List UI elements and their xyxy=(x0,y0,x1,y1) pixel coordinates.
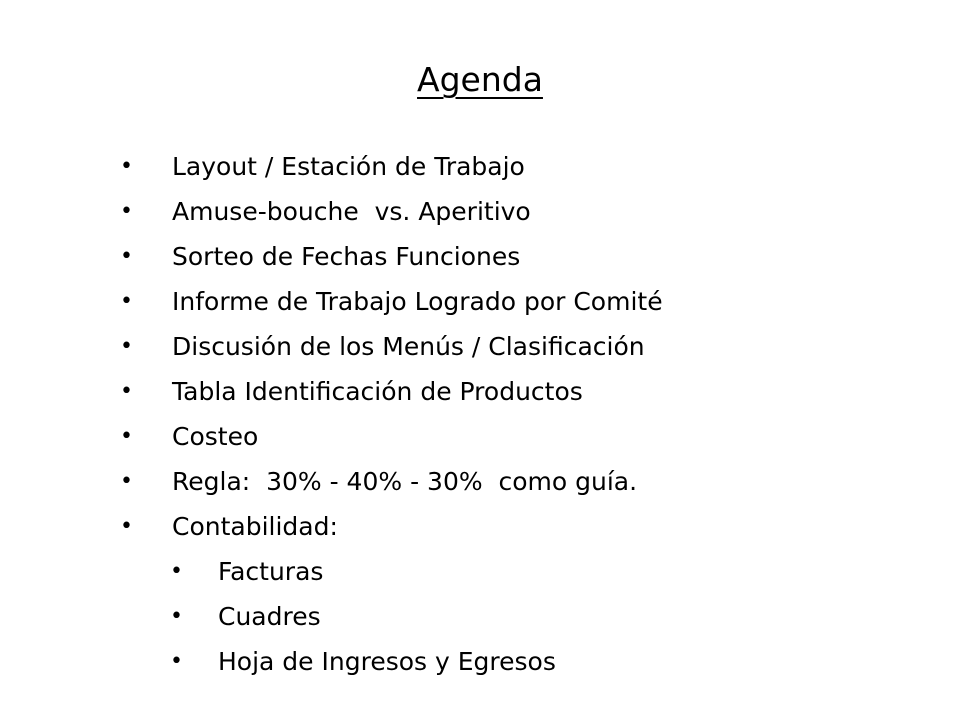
bullet-icon: • xyxy=(120,424,133,449)
bullet-icon: • xyxy=(170,559,183,584)
slide-title: Agenda xyxy=(417,60,543,99)
agenda-subitem-text: Facturas xyxy=(218,557,324,586)
agenda-item-text: Discusión de los Menús / Clasificación xyxy=(172,332,645,361)
bullet-icon: • xyxy=(120,379,133,404)
agenda-item-text: Amuse-bouche vs. Aperitivo xyxy=(172,197,531,226)
bullet-icon: • xyxy=(120,469,133,494)
agenda-subitem-text: Cuadres xyxy=(218,602,321,631)
bullet-icon: • xyxy=(170,649,183,674)
agenda-item-text: Informe de Trabajo Logrado por Comité xyxy=(172,287,663,316)
agenda-item-text: Contabilidad: xyxy=(172,512,338,541)
agenda-item-text: Regla: 30% - 40% - 30% como guía. xyxy=(172,467,638,496)
bullet-icon: • xyxy=(120,244,133,269)
agenda-item-text: Costeo xyxy=(172,422,259,451)
agenda-subitem-text: Hoja de Ingresos y Egresos xyxy=(218,647,556,676)
bullet-icon: • xyxy=(120,334,133,359)
bullet-icon: • xyxy=(120,514,133,539)
bullet-icon: • xyxy=(120,199,133,224)
agenda-item-text: Sorteo de Fechas Funciones xyxy=(172,242,521,271)
bullet-icon: • xyxy=(120,154,133,179)
bullet-icon: • xyxy=(120,289,133,314)
agenda-item-text: Tabla Identificación de Productos xyxy=(172,377,583,406)
agenda-item-text: Layout / Estación de Trabajo xyxy=(172,152,525,181)
bullet-icon: • xyxy=(170,604,183,629)
